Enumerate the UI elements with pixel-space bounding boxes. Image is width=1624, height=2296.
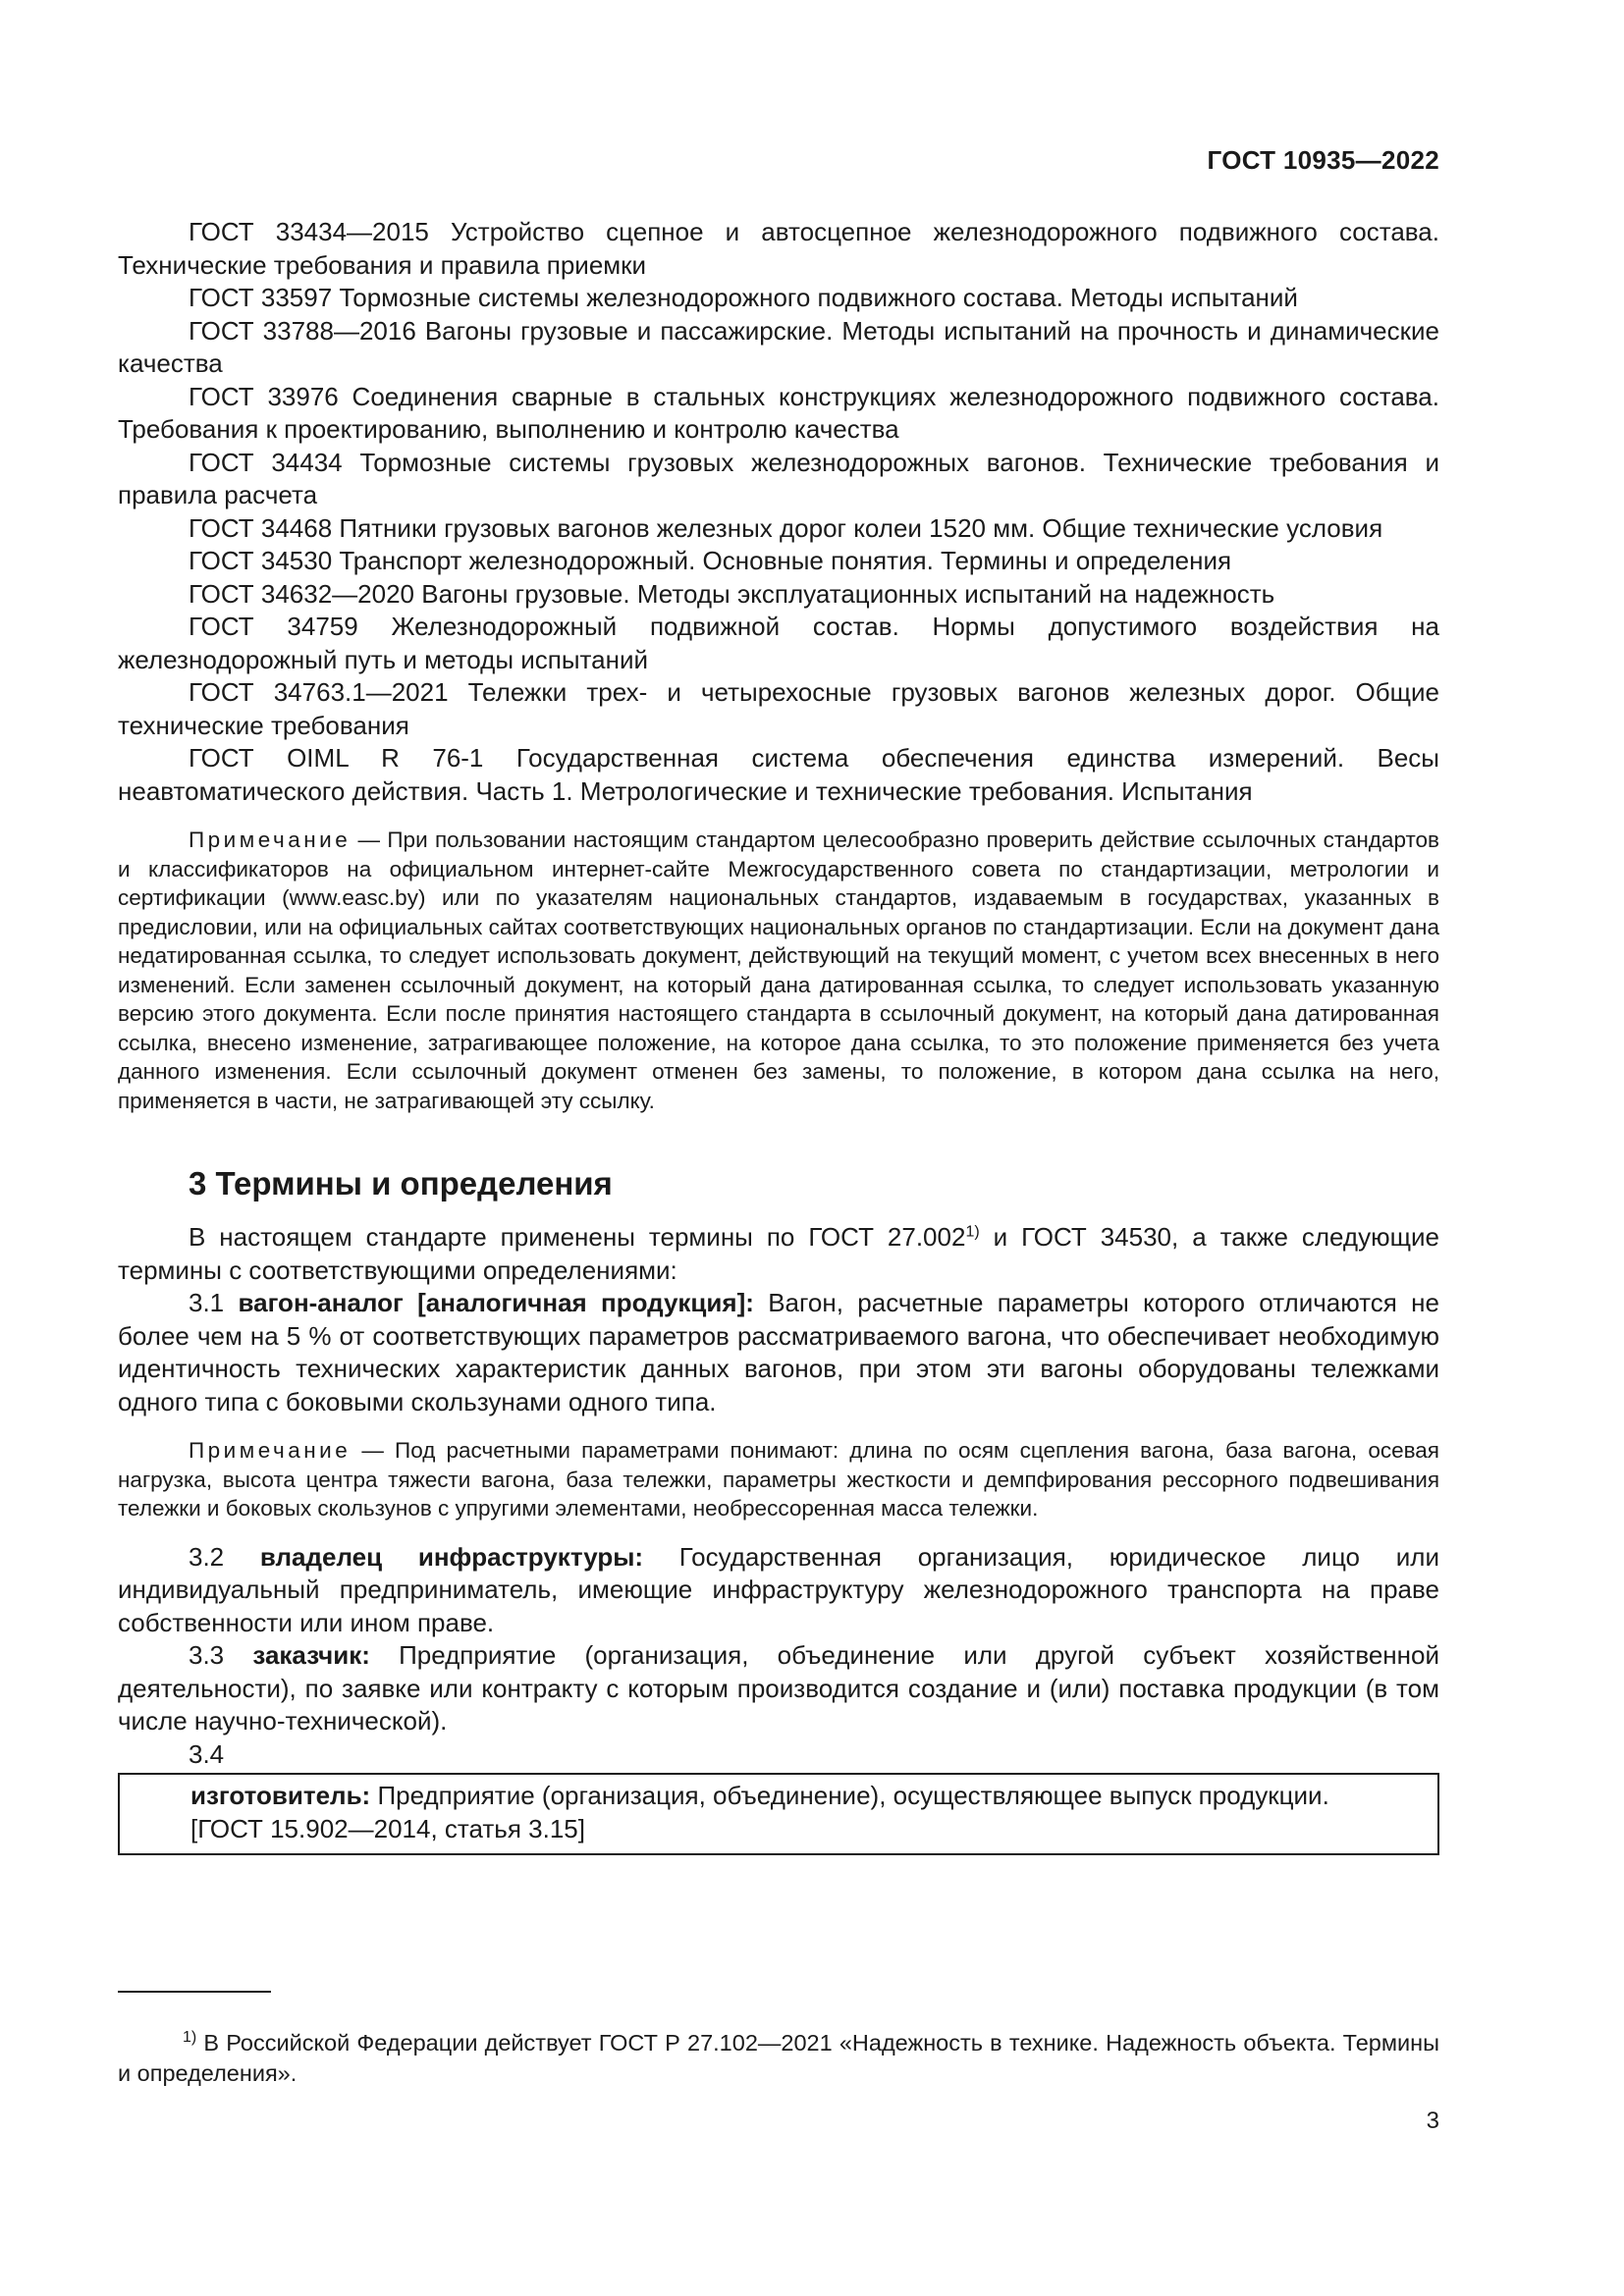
footnote-text: В Российской Федерации действует ГОСТ Р 27.102—2021 «Надежность в технике. Надежность объекта. Термины и определения».	[118, 2029, 1439, 2086]
term-definition: Предприятие (организация, объединение или другой субъект хозяйственной деятельности), по заявке или контракту с которым производится создание и (или) поставка продукции (в том числе научно-технической).	[118, 1640, 1440, 1735]
footnote-divider	[118, 1991, 271, 1993]
term-number: 3.1	[189, 1288, 239, 1317]
term-3-4-box	[118, 1773, 1439, 1855]
term-name: владелец инфраструктуры:	[259, 1541, 644, 1572]
reference-item: ГОСТ 33597 Тормозные системы железнодорожного подвижного состава. Методы испытаний	[189, 283, 1298, 312]
intro-text: В настоящем стандарте применены термины по ГОСТ 27.002	[189, 1222, 966, 1252]
section-intro	[118, 1221, 1439, 1287]
reference-item: ГОСТ 33788—2016 Вагоны грузовые и пассажирские. Методы испытаний на прочность и динамические качества	[118, 315, 1439, 378]
reference-item: ГОСТ 34763.1—2021 Тележки трех- и четырехосные грузовых вагонов железных дорог. Общие технические требования	[118, 677, 1439, 740]
page-content	[118, 216, 1439, 1855]
term-name: заказчик:	[252, 1640, 370, 1670]
term-definition: Предприятие (организация, объединение), осуществляющее выпуск продукции.	[370, 1781, 1329, 1810]
intro-text-cont: и ГОСТ 34530, а также следующие термины с соответствующими определениями:	[118, 1222, 1439, 1285]
term-definition: Вагон, расчетные параметры которого отличаются не более чем на 5 % от соответствующих параметров рассматриваемого вагона, что обеспечивает необходимую идентичность технических характеристик данных вагонов, при этом эти вагоны оборудованы тележками одного типа с боковыми скользунами одного типа.	[118, 1288, 1439, 1416]
term-number: 3.3	[189, 1640, 253, 1670]
note-label: Примечание	[189, 1438, 352, 1463]
reference-item: ГОСТ 34468 Пятники грузовых вагонов железных дорог колеи 1520 мм. Общие технические условия	[189, 512, 1383, 543]
reference-item: ГОСТ 34530 Транспорт железнодорожный. Основные понятия. Термины и определения	[189, 546, 1232, 575]
term-3-3	[118, 1639, 1439, 1738]
term-definition: Государственная организация, юридическое лицо или индивидуальный предприниматель, имеющие инфраструктуру железнодорожного транспорта на праве собственности или ином праве.	[118, 1541, 1439, 1637]
term-3-4	[132, 1780, 1426, 1813]
term-note	[118, 1436, 1439, 1523]
term-3-1	[118, 1287, 1439, 1418]
footnote-ref: 1)	[965, 1223, 980, 1241]
term-name: вагон-аналог [аналогичная продукция]:	[238, 1288, 754, 1317]
reference-note	[118, 826, 1439, 1115]
note-text: — При пользовании настоящим стандартом целесообразно проверить действие ссылочных стандартов и классификаторов на официальном интернет-сайте Межгосударственного совета по стандартизации, метрологии и сертификации (www.easc.by) или по указателям национальных стандартов, издаваемым в государствах, указанных в предисловии, или на официальных сайтах соответствующих национальных органов по стандартизации. Если на документ дана недатированная ссылка, то следует использовать документ, действующий на текущий момент, с учетом всех внесенных в него изменений. Если заменен ссылочный документ, на который дана датированная ссылка, то следует использовать указанную версию этого документа. Если после принятия настоящего стандарта в ссылочный документ, на который дана датированная ссылка, внесено изменение, затрагивающее положение, на которое дана ссылка, то это положение применяется без учета данного изменения. Если ссылочный документ отменен без замены, то положение, в котором дана ссылка на него, применяется в части, не затрагивающей эту ссылку.	[118, 828, 1439, 1113]
reference-item: ГОСТ 33434—2015 Устройство сцепное и автосцепное железнодорожного подвижного состава. Технические требования и правила приемки	[118, 217, 1439, 280]
document-id-header: ГОСТ 10935—2022	[1207, 145, 1439, 175]
section-title: 3 Термины и определения	[189, 1165, 613, 1201]
reference-item: ГОСТ 34434 Тормозные системы грузовых железнодорожных вагонов. Технические требования и правила расчета	[118, 447, 1439, 509]
reference-item: ГОСТ 33976 Соединения сварные в стальных конструкциях железнодорожного подвижного состава. Требования к проектированию, выполнению и контролю качества	[118, 381, 1439, 444]
reference-item: ГОСТ 34759 Железнодорожный подвижной состав. Нормы допустимого воздействия на железнодорожный путь и методы испытаний	[118, 612, 1439, 674]
term-name: изготовитель:	[190, 1781, 371, 1810]
reference-item: ГОСТ 34632—2020 Вагоны грузовые. Методы эксплуатационных испытаний на надежность	[189, 578, 1275, 609]
footnote	[118, 2028, 1439, 2089]
page-number: 3	[1426, 2108, 1439, 2134]
footnote-mark: 1)	[183, 2028, 197, 2046]
term-number: 3.2	[189, 1541, 260, 1572]
note-text: — Под расчетными параметрами понимают: длина по осям сцепления вагона, база вагона, осевая нагрузка, высота центра тяжести вагона, база тележки, параметры жесткости и демпфирования рессорного подвешивания тележки и боковых скользунов с упругими элементами, необрессоренная масса тележки.	[118, 1438, 1439, 1521]
term-source: [ГОСТ 15.902—2014, статья 3.15]	[190, 1813, 585, 1843]
reference-item: ГОСТ OIML R 76-1 Государственная система обеспечения единства измерений. Весы неавтоматического действия. Часть 1. Метрологические и технические требования. Испытания	[118, 743, 1439, 806]
term-3-2	[118, 1541, 1439, 1640]
note-label: Примечание	[189, 828, 352, 852]
term-3-4-number: 3.4	[189, 1738, 225, 1769]
